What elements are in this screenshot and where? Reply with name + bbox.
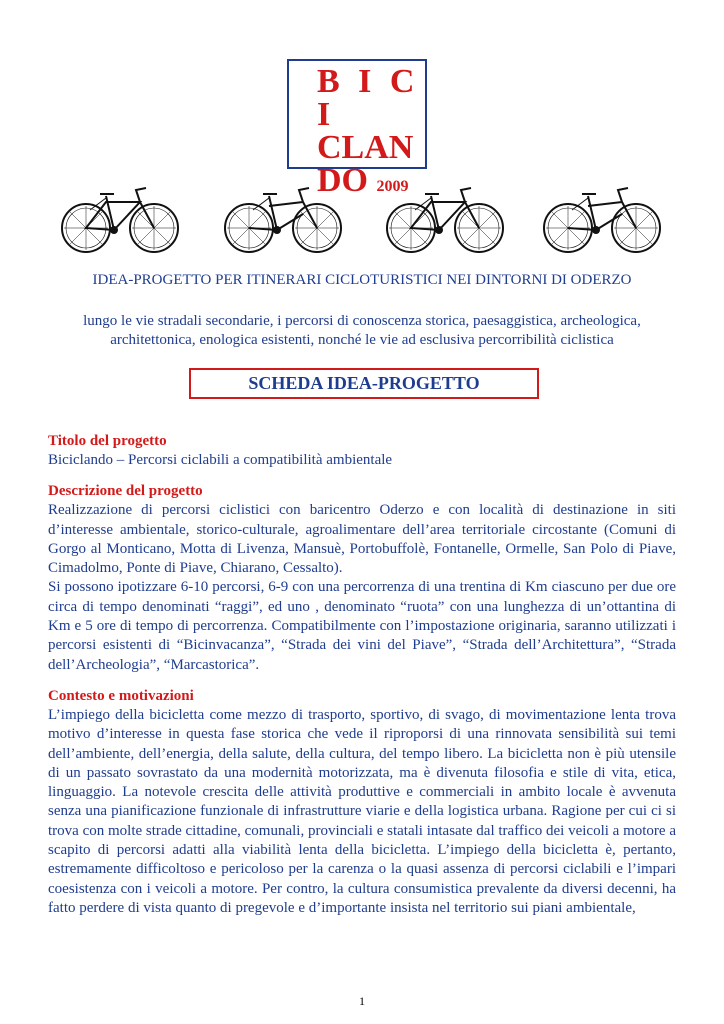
logo-box — [287, 59, 427, 199]
section-text-descrizione-2: Si possono ipotizzare 6-10 percorsi, 6-9 con una percorrenza di una trentina di Km ciascuno per due ore circa di tempo denominati “raggi”, ed uno , denominato “ruota” con una lunghezza di un’ottantina di Km e 5 ore di tempo di percorrenza. Compatibilmente con l’impostazione originaria, saranno utilizzati i percorsi esistenti di “Bicinvacanza”, “Strada dei vini del Piave”, “Strada dell’Architettura”, “Strada dell’Archeologia”, “Marcastorica”. — [48, 579, 676, 673]
logo-do: DO — [317, 162, 368, 199]
section-heading-descrizione: Descrizione del progetto — [48, 483, 203, 500]
section-text-contesto: L’impiego della bicicletta come mezzo di trasporto, sportivo, di svago, di movimentazione lenta trova motivo d’interesse in questa fase storica che vede il riproporsi di una rinnovata sensibilità sui temi dell’ambiente, dell’energia, della salute, della cultura, del tempo libero. La bicicletta non è più utensile di un passato sovrastato da una modernità motorizzata, ma è divenuta filosofia e stile di vita, etica, linguaggio. La notevole crescita delle attività produttive e commerciali in ambito locale è avvenuta senza una pianificazione funzionale di infrastrutture viarie e della logistica urbana. Ragione per cui ci si trova con molte strade cittadine, comunali, provinciali e statali intasate dal traffico dei veicoli a motore a scapito di percorsi adatti alla viabilità lenta della bicicletta. L’impiego della bicicletta è, pertanto, estremamente difficoltoso e pericoloso per la carenza o la quasi assenza di percorsi ciclabili e l’impari coesistenza con i veicoli a motore. Per contro, la cultura consumistica prevalente da diversi decenni, ha fatto perdere di vista quanto di pregevole e d’importante insista nel territorio sui piani ambientale, — [48, 706, 676, 916]
project-scope-line-1: lungo le vie stradali secondarie, i percorsi di conoscenza storica, paesaggistica, archeologica, — [83, 313, 641, 329]
project-scope-line-2: architettonica, enologica esistenti, nonché le vie ad esclusiva percorribilità ciclistica — [110, 332, 614, 348]
logo-year: 2009 — [376, 178, 409, 195]
document-body — [48, 432, 676, 918]
section-heading-contesto: Contesto e motivazioni — [48, 687, 194, 704]
logo-line-1: B I C I — [317, 63, 420, 133]
section-heading-titolo: Titolo del progetto — [48, 433, 167, 449]
scheda-title: SCHEDA IDEA-PROGETTO — [189, 368, 539, 399]
logo-line-2: CLAN — [317, 129, 414, 166]
bicycle-icon — [219, 184, 347, 256]
bicycle-row — [56, 184, 676, 256]
project-scope — [40, 312, 684, 350]
page-number: 1 — [359, 994, 365, 1008]
bicycle-icon — [56, 184, 184, 256]
bicycle-icon — [538, 184, 666, 256]
section-text-descrizione-1: Realizzazione di percorsi ciclistici con baricentro Oderzo e con località di destinazione in siti d’interesse ambientale, storico-culturale, agroalimentare dell’area territoriale circostante (Comuni di Gorgo al Monticano, Motta di Livenza, Mansuè, Portobuffolè, Fontanelle, Ormelle, San Polo di Piave, Cimadolmo, Ponte di Piave, Chiarano, Cessalto). — [48, 502, 676, 577]
section-text-titolo: Biciclando – Percorsi ciclabili a compatibilità ambientale — [48, 452, 393, 468]
project-subtitle: IDEA-PROGETTO PER ITINERARI CICLOTURISTICI NEI DINTORNI DI ODERZO — [92, 272, 632, 288]
bicycle-icon — [381, 184, 509, 256]
